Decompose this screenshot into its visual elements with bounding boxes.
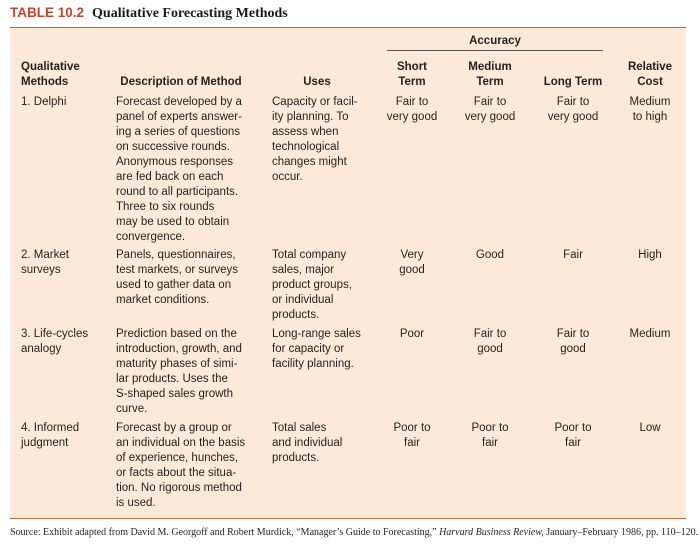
table-row-description: Forecast by a group or an individual on the basis of experience, hunches, or facts about the situa- tion. No rigorous method is used. xyxy=(116,422,246,509)
table-row-relative-cost: Low xyxy=(639,422,661,434)
table-row-uses: Long-range sales for capacity or facility planning. xyxy=(272,328,361,370)
table-row-uses: Total company sales, major product groups, or individual products. xyxy=(272,249,352,321)
table-caption xyxy=(10,4,288,22)
table-row-description: Prediction based on the introduction, growth, and maturity phases of simi- lar products. Uses the S-shaped sales growth curve. xyxy=(116,328,242,415)
table-row-method: 1. Delphi xyxy=(21,96,67,108)
table-row-medium-term: Good xyxy=(475,249,505,261)
table-row-description: Forecast developed by a panel of experts answer- ing a series of questions on successive rounds. Anonymous responses are fed back on each round to all participants. Three to six rounds may be used to obtain convergence. xyxy=(116,96,242,243)
table-row-long-term: Fair to good xyxy=(556,328,590,355)
source-journal: Harvard Business Review, xyxy=(439,527,544,538)
table-row-relative-cost: Medium xyxy=(629,328,671,340)
table-row-medium-term: Poor to fair xyxy=(471,422,509,449)
table-row-method: 4. Informed judgment xyxy=(21,422,80,449)
table-row-medium-term: Fair to very good xyxy=(464,96,516,123)
col-header-short-term: Short Term xyxy=(396,61,428,88)
table-row-long-term: Poor to fair xyxy=(554,422,592,449)
col-header-medium-term: Medium Term xyxy=(468,61,512,88)
source-suffix: January–February 1986, pp. 110–120. xyxy=(543,527,699,538)
col-header-methods: Qualitative Methods xyxy=(21,61,80,88)
accuracy-divider xyxy=(387,50,603,51)
table-row-long-term: Fair to very good xyxy=(547,96,599,123)
table-number: TABLE 10.2 xyxy=(10,5,85,20)
table-row-method: 2. Market surveys xyxy=(21,249,69,276)
table-row-relative-cost: High xyxy=(638,249,662,261)
col-header-relative-cost: Relative Cost xyxy=(627,61,673,88)
table-title: Qualitative Forecasting Methods xyxy=(92,6,288,21)
table-row-short-term: Very good xyxy=(399,249,425,276)
forecasting-methods-table xyxy=(10,27,686,519)
source-note xyxy=(10,527,698,538)
accuracy-group-header: Accuracy xyxy=(469,35,521,47)
col-header-description: Description of Method xyxy=(120,76,242,88)
table-row-uses: Capacity or facil- ity planning. To assess when technological changes might occur. xyxy=(272,96,358,183)
source-prefix: Source: Exhibit adapted from David M. Georgoff and Robert Murdick, “Manager’s Guide to Forecasting,” xyxy=(10,527,440,538)
table-row-long-term: Fair xyxy=(563,249,583,261)
table-row-uses: Total sales and individual products. xyxy=(272,422,343,464)
table-row-short-term: Poor to fair xyxy=(393,422,431,449)
col-header-uses: Uses xyxy=(303,76,331,88)
col-header-long-term: Long Term xyxy=(543,76,603,88)
table-row-short-term: Poor xyxy=(399,328,425,340)
table-row-relative-cost: Medium to high xyxy=(629,96,671,123)
table-row-description: Panels, questionnaires, test markets, or surveys used to gather data on market conditions. xyxy=(116,249,239,306)
table-row-medium-term: Fair to good xyxy=(473,328,507,355)
table-row-short-term: Fair to very good xyxy=(386,96,438,123)
table-row-method: 3. Life-cycles analogy xyxy=(21,328,89,355)
